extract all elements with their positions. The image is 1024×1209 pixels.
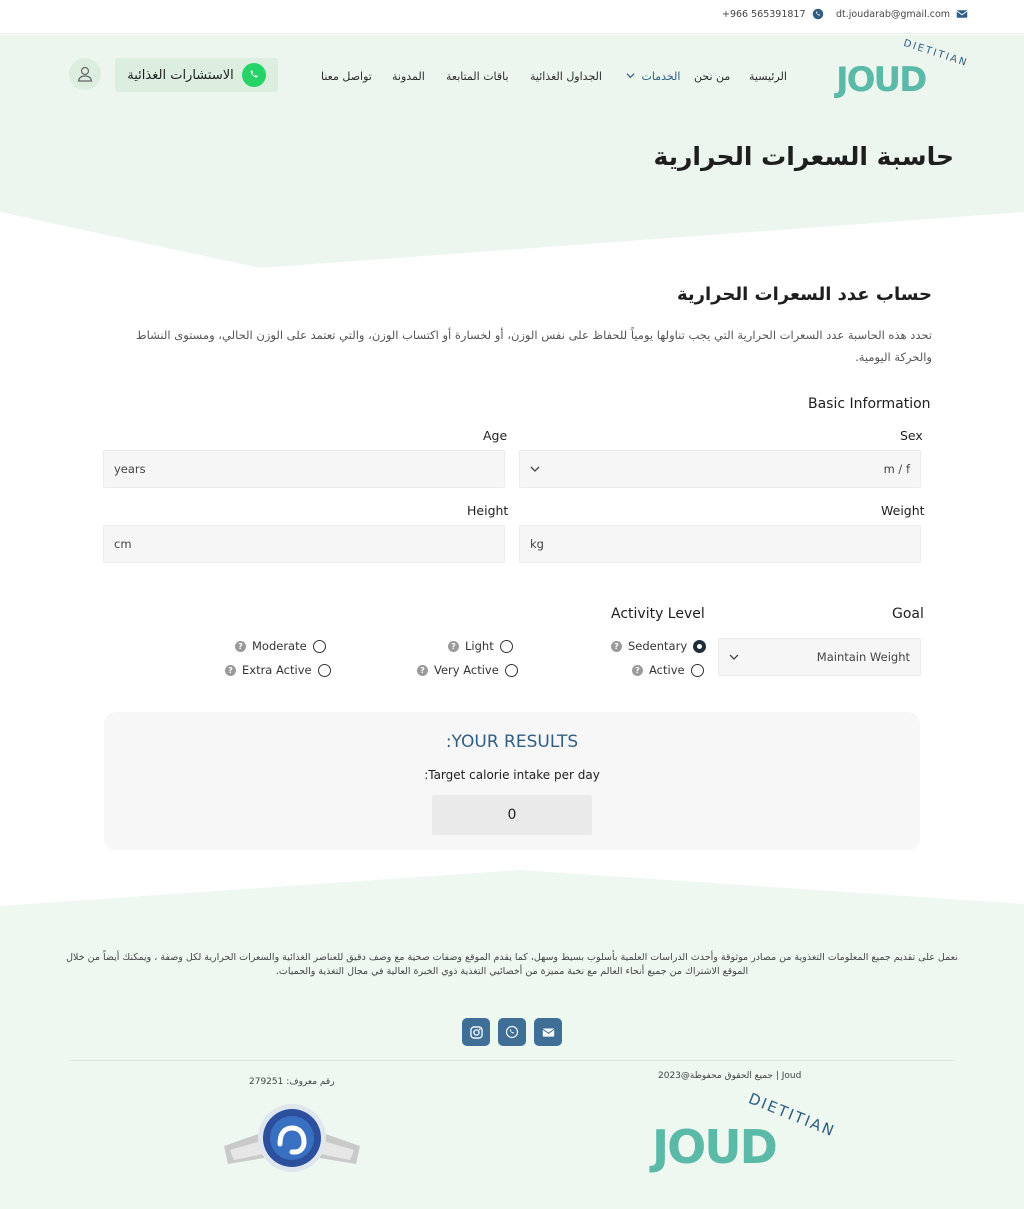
nav-home[interactable]: الرئيسية — [749, 69, 787, 83]
whatsapp-small-icon — [812, 8, 824, 20]
envelope-icon — [542, 1026, 555, 1039]
consultations-button[interactable] — [115, 58, 278, 92]
logo-tagline: DIETITIAN — [901, 37, 970, 70]
height-label: Height — [467, 503, 509, 518]
nav-packages[interactable]: باقات المتابعة — [446, 69, 509, 83]
email-text: dt.joudarab@gmail.com — [836, 8, 951, 20]
account-button[interactable] — [69, 58, 101, 90]
weight-input[interactable] — [519, 525, 921, 563]
chevron-down-icon — [626, 71, 635, 80]
footer-logo-wordmark: JOUD — [652, 1120, 776, 1174]
height-input[interactable] — [103, 525, 505, 563]
weight-placeholder: kg — [530, 537, 544, 551]
results-title: :YOUR RESULTS — [445, 732, 579, 752]
activity-moderate[interactable] — [235, 639, 326, 653]
whatsapp-icon — [242, 63, 266, 87]
age-input[interactable] — [103, 450, 505, 488]
top-contact-bar — [0, 0, 1024, 34]
footer-about-text: نعمل على تقديم جميع المعلومات التغذوية من مصادر موثوقة وأحدث الدراسات العلمية بأسلوب بسيط وسهل، كما يقدم الموقع وصفات صحية مع وصف دقيق للعناصر الغذائية والسعرات الحرارية لكل وصفة ، ويمكنك أيضاً من خلال الموقع الاشتراك من جميع أنحاء العالم مع نخبة مميزة من أخصائيي التغذية ذوي الخبرة العالية في مجال التغذية والحميات. — [66, 952, 958, 977]
sex-select-value: m / f — [883, 462, 910, 476]
calculator-title: حساب عدد السعرات الحرارية — [676, 284, 932, 305]
radio-unselected[interactable] — [313, 640, 326, 653]
phone-text: +966 565391817 — [722, 8, 806, 20]
email-contact[interactable] — [836, 8, 968, 20]
help-icon[interactable]: ? — [632, 665, 643, 676]
help-icon[interactable]: ? — [235, 641, 246, 652]
nav-about[interactable]: من نحن — [694, 69, 731, 83]
whatsapp-button[interactable] — [498, 1018, 526, 1046]
logo-wordmark: JOUD — [836, 60, 926, 100]
footer-wave-divider — [0, 868, 1024, 910]
help-icon[interactable]: ? — [225, 665, 236, 676]
phone-contact[interactable] — [722, 8, 824, 20]
activity-very-active-label: Very Active — [434, 663, 499, 677]
results-panel — [104, 712, 920, 850]
activity-sedentary-label: Sedentary — [628, 639, 688, 653]
goal-select-value: Maintain Weight — [816, 650, 910, 664]
maroof-badge-icon[interactable] — [224, 1102, 360, 1176]
email-button[interactable] — [534, 1018, 562, 1046]
sex-select[interactable] — [519, 450, 921, 488]
basic-info-heading: Basic Information — [808, 396, 931, 412]
page-title: حاسبة السعرات الحرارية — [653, 142, 954, 171]
radio-unselected[interactable] — [691, 664, 704, 677]
calculator-description: تحدد هذه الحاسبة عدد السعرات الحرارية التي يجب تناولها يومياً للحفاظ على نفس الوزن، أو لخسارة أو اكتساب الوزن، والتي تعتمد على الوزن الحالي، ومستوى النشاط والحركة اليومية. — [136, 328, 932, 364]
nav-services-label: الخدمات — [641, 69, 681, 83]
copyright-text: جميع الحقوق محفوظة@2023 | Joud — [658, 1071, 802, 1081]
radio-unselected[interactable] — [505, 664, 518, 677]
footer-logo[interactable] — [652, 1089, 839, 1182]
activity-very-active[interactable] — [417, 663, 518, 677]
sex-label: Sex — [900, 428, 923, 443]
weight-label: Weight — [881, 503, 925, 518]
activity-light[interactable] — [448, 639, 513, 653]
activity-active-label: Active — [649, 663, 685, 677]
goal-label: Goal — [892, 606, 924, 622]
maroof-number: رقم معروف: 279251 — [249, 1077, 335, 1087]
nav-meal-plans[interactable]: الجداول الغذائية — [530, 69, 602, 83]
envelope-icon — [956, 8, 968, 20]
age-placeholder: years — [114, 462, 146, 476]
radio-unselected[interactable] — [500, 640, 513, 653]
calorie-result-value: 0 — [432, 795, 592, 835]
user-icon — [76, 65, 94, 83]
whatsapp-icon — [505, 1025, 519, 1039]
radio-unselected[interactable] — [318, 664, 331, 677]
activity-light-label: Light — [465, 639, 494, 653]
site-logo[interactable] — [836, 37, 970, 106]
activity-moderate-label: Moderate — [252, 639, 307, 653]
radio-selected[interactable] — [693, 640, 706, 653]
help-icon[interactable]: ? — [417, 665, 428, 676]
nav-services[interactable] — [626, 70, 680, 83]
footer-divider — [70, 1060, 954, 1061]
chevron-down-icon — [530, 464, 540, 474]
help-icon[interactable]: ? — [448, 641, 459, 652]
results-subtitle: :Target calorie intake per day — [424, 768, 600, 782]
chevron-down-icon — [729, 652, 739, 662]
height-placeholder: cm — [114, 537, 132, 551]
activity-level-label: Activity Level — [611, 606, 705, 622]
activity-active[interactable] — [632, 663, 704, 677]
instagram-button[interactable] — [462, 1018, 490, 1046]
help-icon[interactable]: ? — [611, 641, 622, 652]
nav-blog[interactable]: المدونة — [392, 69, 425, 83]
age-label: Age — [483, 428, 508, 443]
activity-extra-active-label: Extra Active — [242, 663, 312, 677]
footer-logo-tagline: DIETITIAN — [745, 1089, 839, 1141]
goal-select[interactable] — [718, 638, 921, 676]
activity-extra-active[interactable] — [225, 663, 331, 677]
consultations-label: الاستشارات الغذائية — [127, 67, 234, 83]
instagram-icon — [470, 1026, 483, 1039]
hero-wave-divider — [0, 212, 1024, 272]
activity-sedentary[interactable] — [611, 639, 706, 653]
nav-contact[interactable]: تواصل معنا — [321, 69, 372, 83]
